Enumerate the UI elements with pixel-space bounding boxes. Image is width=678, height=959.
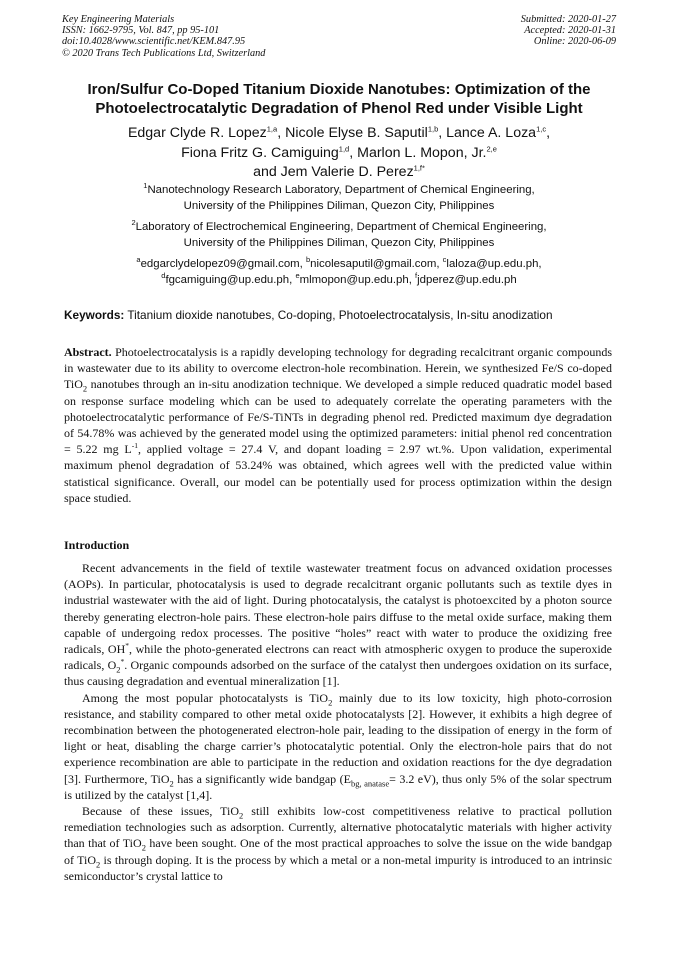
affil-number: 1: [143, 181, 148, 191]
affil-line: University of the Philippines Diliman, Quezon City, Philippines: [183, 199, 495, 212]
author-name: and Jem Valerie D. Perez: [253, 164, 414, 180]
journal-name: Key Engineering Materials: [62, 14, 175, 25]
email-link[interactable]: nicolesaputil@gmail.com,: [310, 258, 440, 270]
email-link[interactable]: fgcamiguing@up.edu.ph,: [165, 273, 293, 286]
email-link[interactable]: edgarclydelopez09@gmail.com,: [140, 258, 303, 270]
online-date: Online: 2020-06-09: [533, 36, 616, 48]
author-name: Nicole Elyse B. Saputil: [285, 125, 428, 141]
affil-line: Nanotechnology Research Laboratory, Department of Chemical Engineering,: [147, 184, 535, 196]
keywords-text: Titanium dioxide nanotubes, Co-doping, Photoelectrocatalysis, In-situ anodization: [127, 308, 553, 322]
authors-line-2: Fiona Fritz G. Camiguing$^{1,d}$, Marlon L. Mopon, Jr.$^{2,e}$: [181, 143, 497, 161]
section-heading: Introduction: [64, 538, 130, 552]
authors-line-1: Edgar Clyde R. Lopez$^{1,a}$, Nicole Elyse B. Saputil$^{1,b}$, Lance A. Loza$^{1,c}$,: [127, 124, 551, 141]
author-emails: $^a$edgarclydelopez09@gmail.com, $^b$nicolesaputil@gmail.com, $^c$laloza@up.edu.ph, $^d$fgcamiguing@up.edu.ph, $^e$mlmopon@up.edu.ph, $^f$jdperez@up.edu.ph: [136, 255, 542, 286]
journal-header-left: [62, 14, 265, 59]
journal-copyright: © 2020 Trans Tech Publications Ltd, Switzerland: [62, 47, 266, 59]
author-affil-mark: 1,f*: [413, 163, 425, 173]
journal-header-right: [521, 14, 616, 48]
paragraph: Recent advancements in the field of textile wastewater treatment focus on advanced oxidation processes (AOPs). In particular, photocatalysis is used to degrade recalcitrant organic pollutants such as textile dyes in industrial wastewater with the aid of light. During photocatalysis, the catalyst is photoexcited by a photon source thereby generating electron-hole pairs. These electron-hole pairs diffuse to the metal oxide surface, making them capable of undergoing redox processes. The positive “holes” react with water to produce the oxidizing free radicals, OH*, while the photo-generated electrons can react with atmospheric oxygen to produce the superoxide radicals, $O_2^*$. Organic compounds adsorbed on the surface of the catalyst then undergoes oxidation on its surface, thus causing degradation and eventual mineralization [1].: [64, 561, 612, 689]
author-name: Edgar Clyde R. Lopez: [127, 125, 267, 141]
email-link[interactable]: laloza@up.edu.ph,: [446, 258, 542, 270]
author-name: Lance A. Loza: [446, 125, 537, 141]
author-affil-mark: 1,a: [266, 124, 278, 134]
affil-line: Laboratory of Electrochemical Engineering, Department of Chemical Engineering,: [135, 221, 547, 233]
introduction-body: [64, 560, 612, 884]
affiliation-1: [40, 183, 638, 214]
author-affil-mark: 1,b: [427, 124, 439, 134]
accepted-date: Accepted: 2020-01-31: [524, 25, 616, 37]
author-name: Fiona Fritz G. Camiguing: [181, 144, 339, 161]
paper-title: [40, 80, 638, 118]
submitted-date: Submitted: 2020-01-27: [520, 14, 616, 25]
title-line-2: Photoelectrocatalytic Degradation of Phenol Red under Visible Light: [95, 100, 583, 117]
author-list: [40, 124, 638, 183]
affil-line: University of the Philippines Diliman, Quezon City, Philippines: [183, 236, 495, 249]
affiliation-2: [40, 220, 638, 251]
paragraph: Among the most popular photocatalysts is TiO$_2$ mainly due to its low toxicity, high photo-corrosion resistance, and stability compared to other metal oxide photocatalysts [2]. However, it exhibits a high degree of recombination between the photogenerated electron-hole pair, leading to the dissipation of energy in the form of light or heat, disabling the charge carrier’s photocatalytic potential. Only the electron-hole pairs that do not experience recombination are able to participate in the reduction and oxidation reactions for the dye degradation [3]. Furthermore, TiO$_2$ has a significantly wide bandgap ($E_{bg, anatase}= 3.2$ eV), thus only 5% of the solar spectrum is utilized by the catalyst [1,4].: [64, 690, 612, 802]
title-line-1: Iron/Sulfur Co-Doped Titanium Dioxide Nanotubes: Optimization of the: [87, 81, 591, 98]
abstract: Abstract. Photoelectrocatalysis is a rapidly developing technology for degrading recalcitrant organic compounds in wastewater due to its ability to overcome electron-hole recombination. Herein, we synthesized Fe/S co-doped TiO$_2$ nanotubes through an in-situ anodization technique. We developed a simple reduced quadratic model based on response surface modeling which can be used to adequately correlate the operating parameters with the photoelectrocatalytic performance of Fe/S-TiNTs in degrading phenol red. Predicted maximum dye degradation of 54.78% was achieved by the generated model using the optimized parameters: initial phenol red concentration = 5.22 mg $L^{-1}$, applied voltage = 27.4 V, and dopant loading = 2.97 wt.%. Upon validation, experimental maximum phenol degradation of 53.24% was obtained, which agrees well with the predicted value within statistical significance. Overall, our model can be potentially used for process optimization within the design space studied.: [64, 345, 613, 505]
journal-doi: doi:10.4028/www.scientific.net/KEM.847.95: [62, 36, 246, 48]
email-link[interactable]: mlmopon@up.edu.ph,: [299, 273, 412, 286]
author-affil-mark: 1,c: [536, 124, 547, 134]
journal-issn: ISSN: 1662-9795, Vol. 847, pp 95-101: [62, 25, 220, 37]
author-affil-mark: 1,d: [338, 143, 350, 153]
author-name: Marlon L. Mopon, Jr.: [357, 144, 487, 161]
author-affil-mark: 2,e: [486, 143, 497, 153]
abstract-label: Abstract.: [64, 345, 112, 359]
email-link[interactable]: jdperez@up.edu.ph: [417, 273, 517, 286]
keywords: [64, 308, 624, 322]
authors-line-3: [40, 163, 638, 183]
keywords-label: Keywords:: [64, 308, 125, 322]
paragraph: Because of these issues, TiO$_2$ still exhibits low-cost competitiveness relative to practical pollution remediation technologies such as adsorption. Currently, alternative photocatalytic materials with higher activity than that of TiO$_2$ have been sought. One of the most practical approaches to solve the issue on the wide bandgap of TiO$_2$ is through doping. It is the process by which a metal or a non-metal impurity is introduced to an intrinsic semiconductor’s crystal lattice to: [64, 804, 613, 883]
affil-number: 2: [131, 218, 136, 228]
